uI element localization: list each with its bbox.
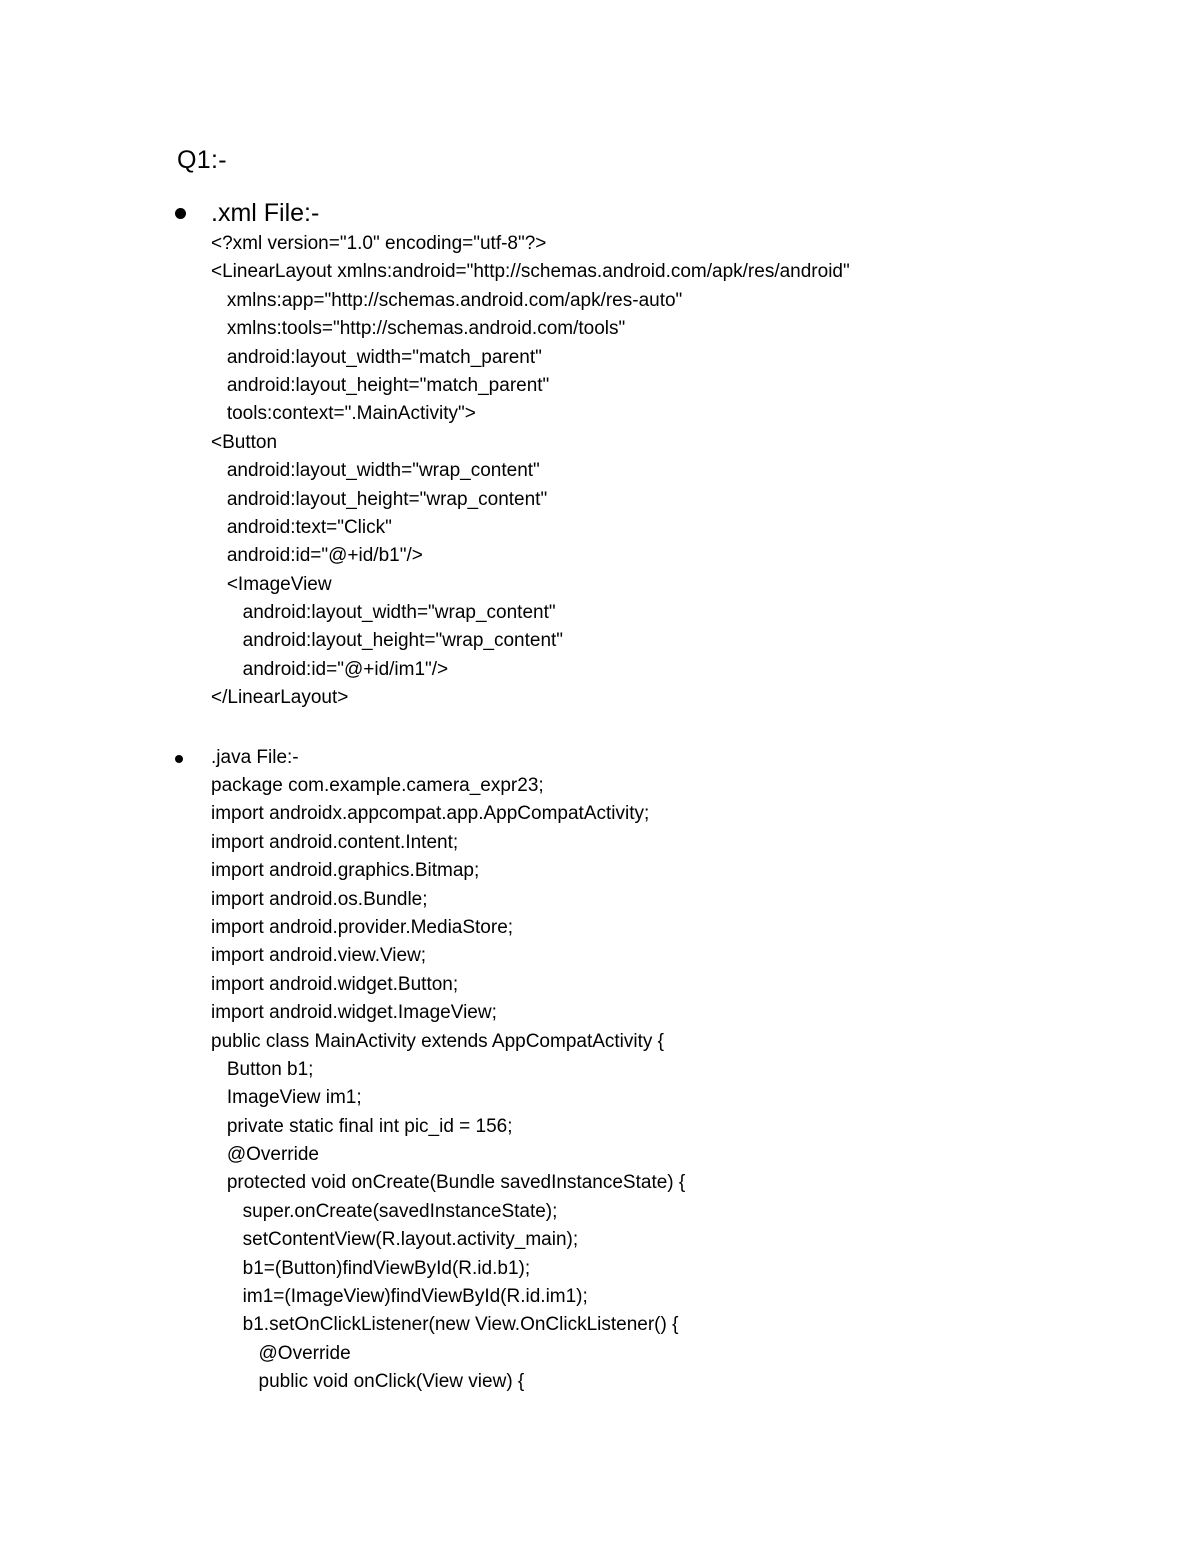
code-line: b1.setOnClickListener(new View.OnClickListener() { <box>211 1314 679 1336</box>
code-line: import android.content.Intent; <box>211 831 459 853</box>
code-line: import android.os.Bundle; <box>211 888 428 910</box>
code-line: android:layout_width="wrap_content" <box>211 602 556 624</box>
code-line: tools:context=".MainActivity"> <box>211 403 476 425</box>
code-line: android:layout_width="wrap_content" <box>211 460 540 482</box>
code-line: import android.widget.ImageView; <box>211 1002 497 1024</box>
question-heading: Q1:- <box>177 146 227 174</box>
code-line: xmlns:app="http://schemas.android.com/apk/res-auto" <box>211 289 683 311</box>
code-line: android:layout_height="wrap_content" <box>211 488 548 510</box>
code-line: import android.view.View; <box>211 945 427 967</box>
code-line: @Override <box>211 1342 351 1364</box>
java-section-title: .java File:- <box>211 747 299 768</box>
code-line: import androidx.appcompat.app.AppCompatActivity; <box>211 803 650 825</box>
code-line: android:id="@+id/b1"/> <box>211 545 423 567</box>
code-line: android:id="@+id/im1"/> <box>211 658 449 680</box>
code-line: setContentView(R.layout.activity_main); <box>211 1229 579 1251</box>
code-line: </LinearLayout> <box>211 687 349 709</box>
bullet-icon <box>175 755 183 763</box>
code-line: protected void onCreate(Bundle savedInstanceState) { <box>211 1172 686 1194</box>
code-line: public class MainActivity extends AppCompatActivity { <box>211 1030 665 1052</box>
code-line: <?xml version="1.0" encoding="utf-8"?> <box>211 233 547 254</box>
code-line: Button b1; <box>211 1058 314 1080</box>
code-line: <ImageView <box>211 573 332 595</box>
xml-section-title: .xml File:- <box>211 199 320 227</box>
code-line: import android.provider.MediaStore; <box>211 916 514 938</box>
code-line: ImageView im1; <box>211 1087 362 1109</box>
code-line: <Button <box>211 431 278 453</box>
code-line: android:text="Click" <box>211 516 392 538</box>
code-line: import android.graphics.Bitmap; <box>211 860 480 882</box>
code-line: b1=(Button)findViewById(R.id.b1); <box>211 1257 531 1279</box>
code-line: android:layout_height="wrap_content" <box>211 630 564 652</box>
code-line: <LinearLayout xmlns:android="http://schemas.android.com/apk/res/android" <box>211 261 850 283</box>
code-line: private static final int pic_id = 156; <box>211 1115 513 1137</box>
code-line: package com.example.camera_expr23; <box>211 775 544 796</box>
code-line: im1=(ImageView)findViewById(R.id.im1); <box>211 1286 588 1308</box>
java-code-block <box>211 772 685 1397</box>
code-line: super.onCreate(savedInstanceState); <box>211 1200 558 1222</box>
code-line: import android.widget.Button; <box>211 973 459 995</box>
code-line: xmlns:tools="http://schemas.android.com/tools" <box>211 318 626 340</box>
code-line: android:layout_width="match_parent" <box>211 346 542 368</box>
xml-code-block <box>211 230 850 713</box>
code-line: public void onClick(View view) { <box>211 1371 525 1393</box>
code-line: @Override <box>211 1144 319 1166</box>
code-line: android:layout_height="match_parent" <box>211 374 550 396</box>
bullet-icon <box>175 208 186 219</box>
